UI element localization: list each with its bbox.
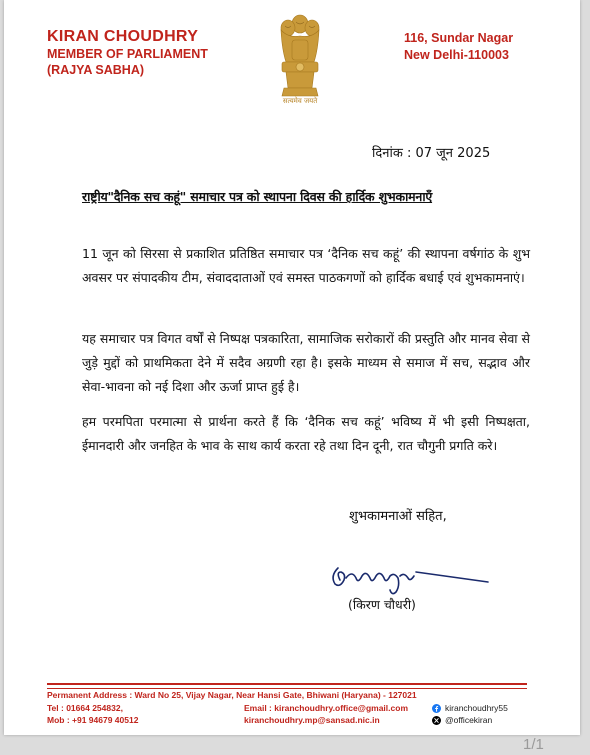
address-line-1: 116, Sundar Nagar	[404, 31, 514, 45]
sender-title: MEMBER OF PARLIAMENT	[47, 47, 208, 61]
body-paragraph-3: हम परमपिता परमात्मा से प्रार्थना करते हैं कि ‘दैनिक सच कहूं’ भविष्य में भी इसी निष्पक्षता, ईमानदारी और जनहित के भाव के साथ कार्य करता रहे तथा दिन दूनी, रात चौगुनी प्रगति करे।	[82, 414, 530, 453]
letter-page	[4, 0, 580, 735]
x-handle-text: @officekiran	[445, 715, 493, 725]
mobile: Mob : +91 94679 40512	[47, 715, 139, 725]
letter-date: दिनांक : 07 जून 2025	[372, 146, 491, 161]
telephone: Tel : 01664 254832,	[47, 703, 123, 713]
body-paragraph-1: 11 जून को सिरसा से प्रकाशित प्रतिष्ठित समाचार पत्र ‘दैनिक सच कहूं’ की स्थापना वर्षगांठ के शुभ अवसर पर संपादकीय टीम, संवाददाताओं एवं समस्त पाठकगणों को हार्दिक बधाई एवं शुभकामनाएं।	[82, 246, 530, 285]
letterhead-left	[47, 28, 208, 78]
facebook-icon	[432, 704, 441, 713]
letterhead-address	[404, 30, 513, 64]
signatory-name: (किरण चौधरी)	[348, 597, 416, 612]
address-line-2: New Delhi-110003	[404, 48, 509, 62]
signature-image	[326, 558, 491, 598]
email-primary: Email : kiranchoudhry.office@gmail.com	[244, 703, 408, 713]
facebook-handle-text: kiranchoudhry55	[445, 703, 508, 713]
emblem-motto: सत्यमेव जयते	[282, 97, 318, 105]
footer-divider	[47, 683, 527, 685]
permanent-address: Permanent Address : Ward No 25, Vijay Nagar, Near Hansi Gate, Bhiwani (Haryana) - 127021	[47, 690, 417, 700]
x-icon	[432, 716, 441, 725]
national-emblem-icon	[272, 10, 328, 108]
page-indicator: 1/1	[523, 736, 544, 753]
footer-divider-thin	[47, 688, 527, 689]
email-secondary: kiranchoudhry.mp@sansad.nic.in	[244, 715, 380, 725]
closing-line: शुभकामनाओं सहित,	[349, 509, 447, 524]
sender-house: (RAJYA SABHA)	[47, 63, 145, 77]
body-paragraph-2: यह समाचार पत्र विगत वर्षों से निष्पक्ष पत्रकारिता, सामाजिक सरोकारों की प्रस्तुति और मानव सेवा से जुड़े मुद्दों को प्राथमिकता देने में सदैव अग्रणी रहा है। इसके माध्यम से समाज में सच, सद्भाव और सेवा-भावना को नई दिशा और ऊर्जा प्राप्त हुई है।	[82, 331, 530, 394]
facebook-handle	[432, 703, 508, 713]
sender-name: KIRAN CHOUDHRY	[47, 28, 199, 45]
x-handle	[432, 715, 492, 725]
letter-subject: राष्ट्रीय"दैनिक सच कहूं" समाचार पत्र को स्थापना दिवस की हार्दिक शुभकामनाएँ	[82, 189, 433, 204]
